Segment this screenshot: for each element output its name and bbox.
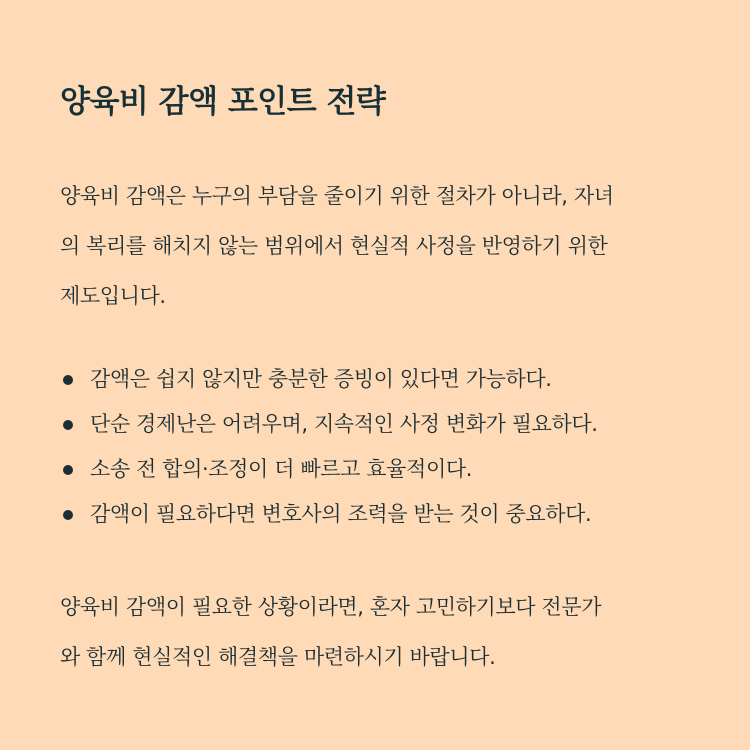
list-item: [60, 402, 710, 447]
list-item: [60, 447, 710, 492]
bullet-dot-icon: [63, 510, 73, 520]
list-item-text: 감액은 쉽지 않지만 충분한 증빙이 있다면 가능하다.: [90, 367, 552, 391]
bullet-dot-icon: [63, 465, 73, 475]
list-item-text: 소송 전 합의·조정이 더 빠르고 효율적이다.: [90, 457, 472, 481]
intro-line: 의 복리를 해치지 않는 범위에서 현실적 사정을 반영하기 위한: [60, 234, 608, 258]
list-item: [60, 357, 710, 402]
intro-line: 제도입니다.: [60, 284, 166, 308]
intro-paragraph: [60, 171, 700, 321]
key-points-list: [60, 357, 710, 537]
closing-paragraph: [60, 582, 700, 682]
page-title: 양육비 감액 포인트 전략: [60, 84, 386, 120]
list-item: [60, 492, 710, 537]
closing-line: 와 함께 현실적인 해결책을 마련하시기 바랍니다.: [60, 645, 496, 669]
bullet-dot-icon: [63, 375, 73, 385]
list-item-text: 단순 경제난은 어려우며, 지속적인 사정 변화가 필요하다.: [90, 412, 598, 436]
closing-line: 양육비 감액이 필요한 상황이라면, 혼자 고민하기보다 전문가: [60, 595, 602, 619]
list-item-text: 감액이 필요하다면 변호사의 조력을 받는 것이 중요하다.: [90, 502, 592, 526]
intro-line: 양육비 감액은 누구의 부담을 줄이기 위한 절차가 아니라, 자녀: [60, 184, 614, 208]
bullet-dot-icon: [63, 420, 73, 430]
